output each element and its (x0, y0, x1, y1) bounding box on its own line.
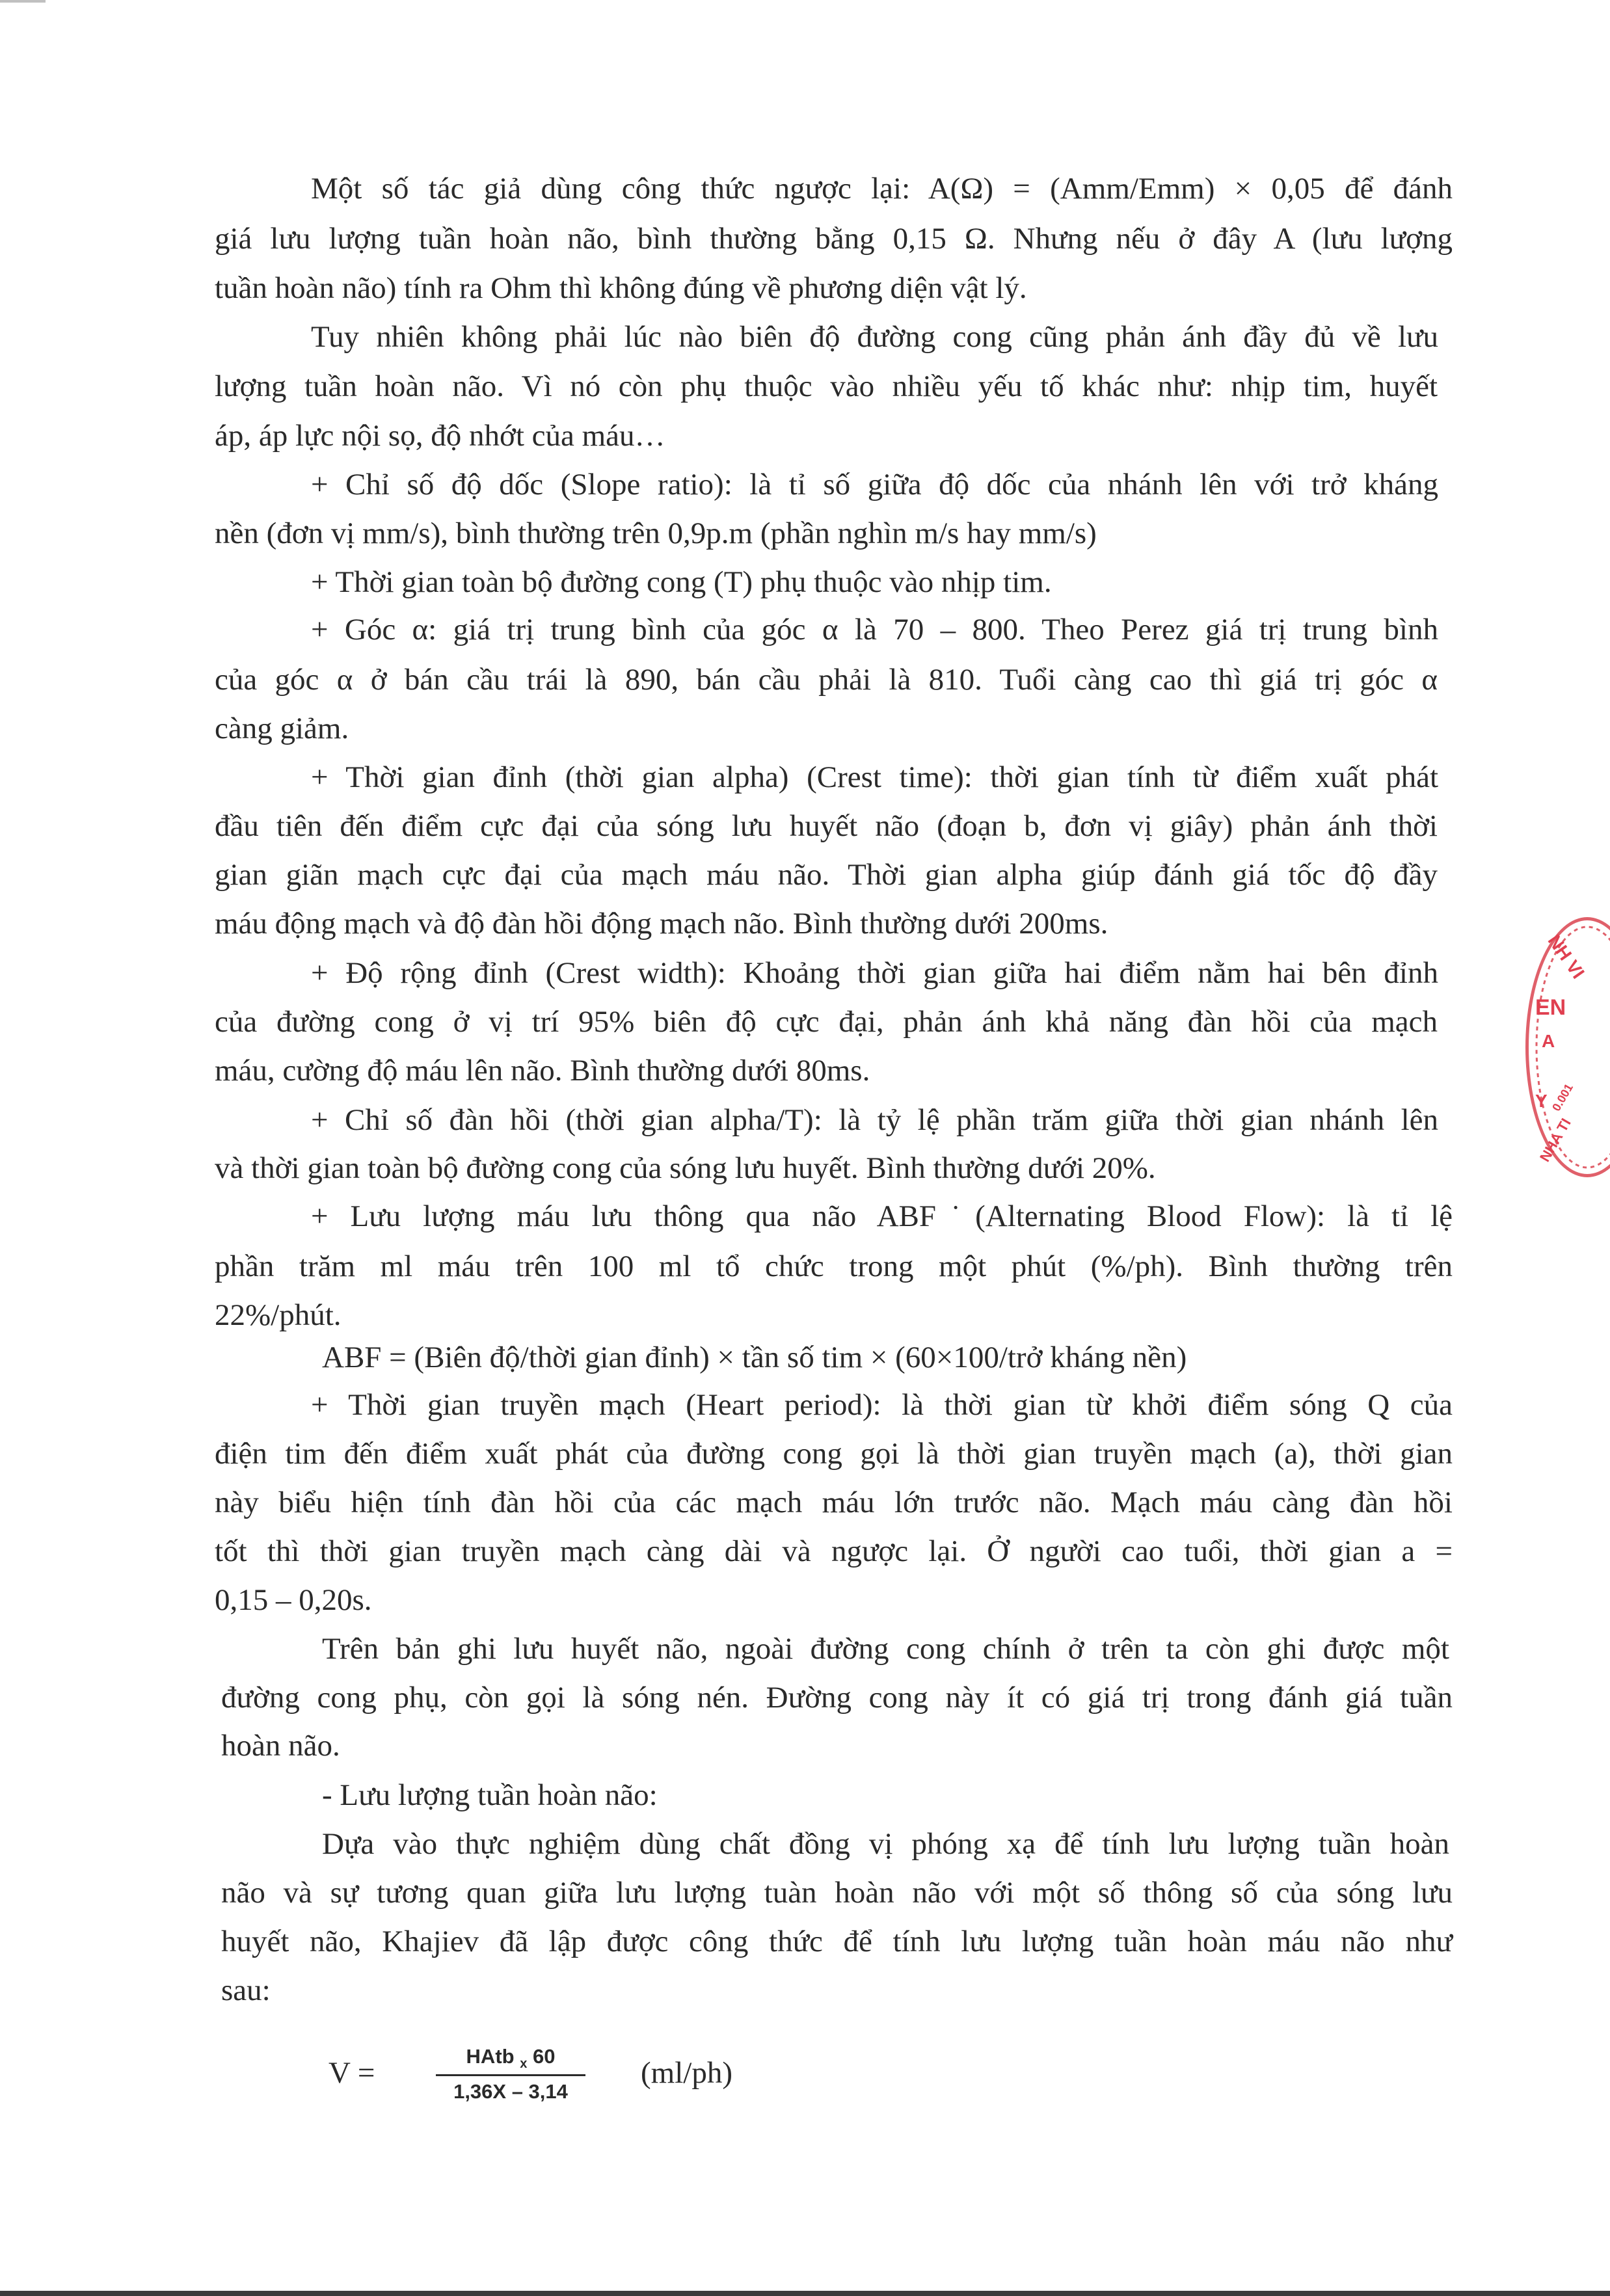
formula-denominator: 1,36X – 3,14 (453, 2080, 568, 2103)
text-line: càng giảm. (215, 712, 349, 745)
text-line: giá lưu lượng tuần hoàn não, bình thường bằng 0,15 Ω. Nhưng nếu ở đây A (lưu lượng (215, 222, 1453, 256)
text-line: tuần hoàn não) tính ra Ohm thì không đúng về phương diện vật lý. (215, 271, 1027, 305)
text-line: + Góc α: giá trị trung bình của góc α là 70 – 800. Theo Perez giá trị trung bình (311, 613, 1438, 647)
numerator-tail: 60 (532, 2045, 556, 2068)
text-line: + Thời gian toàn bộ đường cong (T) phụ thuộc vào nhịp tim. (311, 565, 1052, 599)
text-line: và thời gian toàn bộ đường cong của sóng lưu huyết. Bình thường dưới 20%. (215, 1151, 1156, 1185)
text-line: này biểu hiện tính đàn hồi của các mạch máu lớn trước não. Mạch máu càng đàn hồi (215, 1486, 1453, 1519)
stamp-text-4: Y (1535, 1091, 1548, 1111)
text-line: áp, áp lực nội sọ, độ nhớt của máu… (215, 419, 665, 453)
text-line: Trên bản ghi lưu huyết não, ngoài đường cong chính ở trên ta còn ghi được một (322, 1632, 1449, 1666)
stamp-text-5: 0.001 (1550, 1081, 1576, 1114)
text-line: đường cong phụ, còn gọi là sóng nén. Đường cong này ít có giá trị trong đánh giá tuần (221, 1681, 1453, 1715)
stamp-text-3: A (1542, 1031, 1555, 1051)
text-line: phần trăm ml máu trên 100 ml tổ chức trong một phút (%/ph). Bình thường trên (215, 1249, 1453, 1283)
text-line: điện tim đến điểm xuất phát của đường cong gọi là thời gian truyền mạch (a), thời gian (215, 1437, 1453, 1471)
text-line: não và sự tương quan giữa lưu lượng tuàn hoàn não với một số thông số của sóng lưu (221, 1876, 1453, 1910)
red-stamp-seal (1525, 917, 1610, 1177)
text-line: nền (đơn vị mm/s), bình thường trên 0,9p.m (phần nghìn m/s hay mm/s) (215, 516, 1097, 550)
text-line: lượng tuần hoàn não. Vì nó còn phụ thuộc vào nhiều yếu tố khác như: nhịp tim, huyết (215, 369, 1438, 403)
text-line: Tuy nhiên không phải lúc nào biên độ đường cong cũng phản ánh đầy đủ về lưu (311, 320, 1438, 354)
scan-artifact (0, 0, 46, 3)
stamp-text-2: EN (1535, 995, 1566, 1020)
text-line: sau: (221, 1973, 271, 2007)
stamp-text-1: NH VI (1544, 931, 1589, 983)
text-line: + Thời gian truyền mạch (Heart period): là thời gian từ khởi điểm sóng Q của (311, 1388, 1453, 1422)
text-line: Dựa vào thực nghiệm dùng chất đồng vị phóng xạ để tính lưu lượng tuần hoàn (322, 1827, 1449, 1861)
text-line: 0,15 – 0,20s. (215, 1583, 372, 1617)
text-line: + Thời gian đỉnh (thời gian alpha) (Crest time): thời gian tính từ điểm xuất phát (311, 760, 1438, 794)
formula-fraction (436, 2045, 585, 2103)
text-line: + Lưu lượng máu lưu thông qua não ABF˙(Alternating Blood Flow): là tỉ lệ (311, 1199, 1453, 1233)
text-line: máu động mạch và độ đàn hồi động mạch não. Bình thường dưới 200ms. (215, 907, 1108, 941)
text-line: tốt thì thời gian truyền mạch càng dài và ngược lại. Ở người cao tuổi, thời gian a = (215, 1534, 1453, 1568)
formula-unit: (ml/ph) (641, 2056, 732, 2090)
text-line: + Chỉ số độ dốc (Slope ratio): là tỉ số giữa độ dốc của nhánh lên với trở kháng (311, 468, 1438, 501)
text-line: 22%/phút. (215, 1298, 342, 1332)
text-line: ABF = (Biên độ/thời gian đỉnh) × tần số tim × (60×100/trở kháng nền) (322, 1341, 1187, 1374)
formula-numerator (436, 2045, 585, 2074)
text-line: hoàn não. (221, 1729, 340, 1763)
text-line: + Độ rộng đỉnh (Crest width): Khoảng thời gian giữa hai điểm nằm hai bên đỉnh (311, 956, 1438, 990)
text-line: + Chỉ số đàn hồi (thời gian alpha/T): là tỷ lệ phần trăm giữa thời gian nhánh lên (311, 1103, 1438, 1137)
flow-formula (329, 2045, 784, 2128)
scan-bottom-edge (0, 2291, 1610, 2296)
numerator-main: HAtb (466, 2045, 515, 2068)
text-line: đầu tiên đến điểm cực đại của sóng lưu huyết não (đoạn b, đơn vị giây) phản ánh thời (215, 809, 1438, 843)
text-line: huyết não, Khajiev đã lập được công thức để tính lưu lượng tuần hoàn máu não như (221, 1925, 1453, 1958)
text-line: - Lưu lượng tuần hoàn não: (322, 1778, 658, 1812)
text-line: gian giãn mạch cực đại của mạch máu não. Thời gian alpha giúp đánh giá tốc độ đầy (215, 858, 1438, 892)
text-line: Một số tác giả dùng công thức ngược lại: A(Ω) = (Amm/Emm) × 0,05 để đánh (311, 172, 1453, 206)
numerator-sub: x (520, 2057, 528, 2072)
text-line: máu, cường độ máu lên não. Bình thường dưới 80ms. (215, 1054, 870, 1088)
text-line: của đường cong ở vị trí 95% biên độ cực đại, phản ánh khả năng đàn hồi của mạch (215, 1005, 1438, 1039)
text-line: của góc α ở bán cầu trái là 890, bán cầu phải là 810. Tuổi càng cao thì giá trị góc α (215, 663, 1438, 697)
formula-lhs: V = (329, 2056, 375, 2090)
stamp-text-6: NHA TI (1536, 1115, 1574, 1165)
